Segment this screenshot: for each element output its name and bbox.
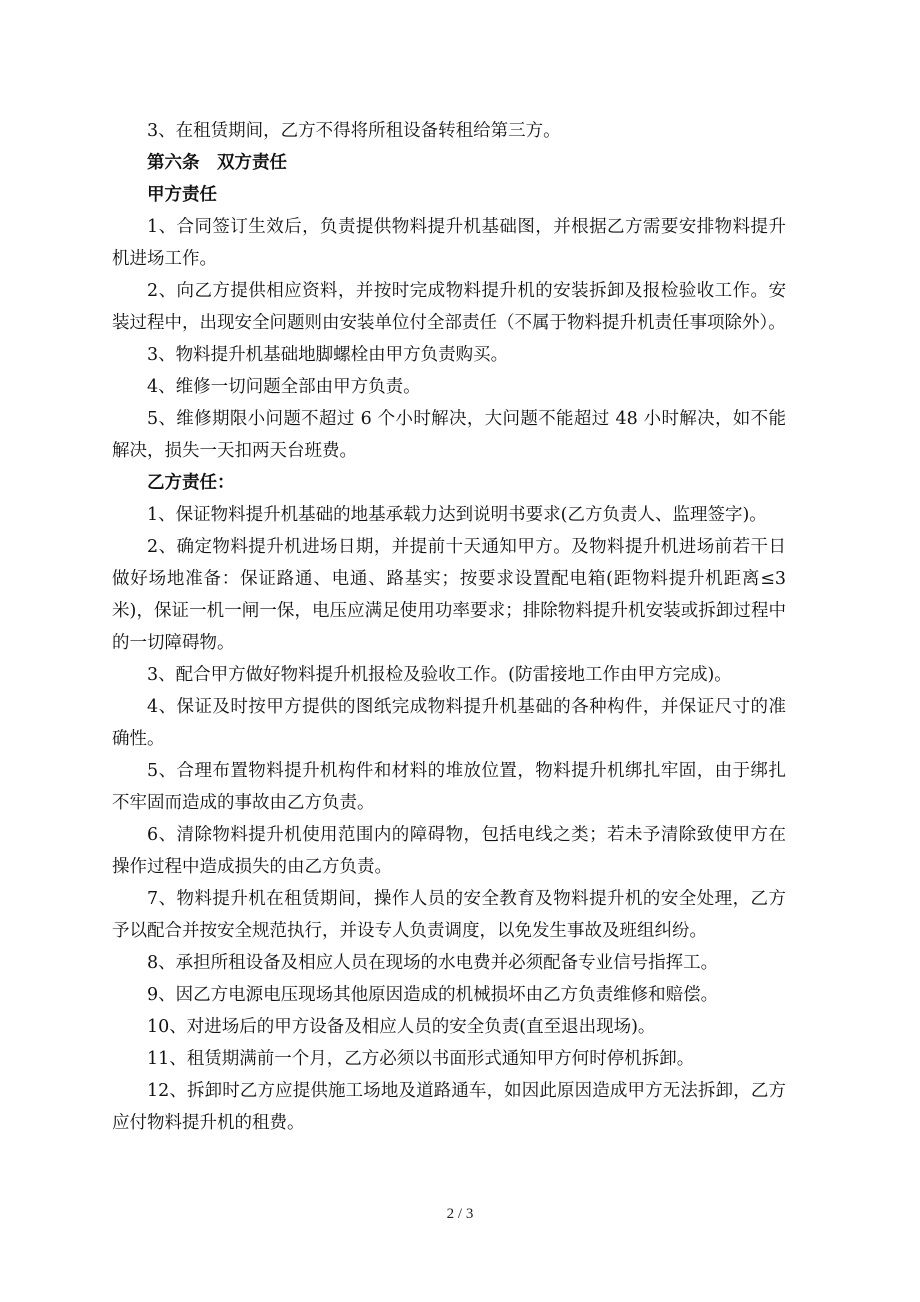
document-body	[112, 115, 786, 1139]
page-number: 2 / 3	[446, 1206, 474, 1222]
paragraph: 9、因乙方电源电压现场其他原因造成的机械损坏由乙方负责维修和赔偿。	[147, 985, 719, 1005]
paragraph: 3、在租赁期间，乙方不得将所租设备转租给第三方。	[147, 121, 561, 141]
paragraph: 6、清除物料提升机使用范围内的障碍物，包括电线之类；若未予清除致使甲方在操作过程中造成损失的由乙方负责。	[112, 825, 786, 877]
subsection-heading: 甲方责任	[147, 185, 217, 205]
paragraph: 2、确定物料提升机进场日期，并提前十天通知甲方。及物料提升机进场前若干日做好场地准备：保证路通、电通、路基实；按要求设置配电箱(距物料提升机距离≤3 米)，保证一机一闸一保，电压应满足使用功率要求；排除物料提升机安装或拆卸过程中的一切障碍物。	[112, 537, 786, 653]
paragraph: 1、合同签订生效后，负责提供物料提升机基础图，并根据乙方需要安排物料提升机进场工作。	[112, 217, 786, 269]
paragraph: 3、物料提升机基础地脚螺栓由甲方负责购买。	[147, 345, 509, 365]
paragraph: 3、配合甲方做好物料提升机报检及验收工作。(防雷接地工作由甲方完成)。	[147, 665, 732, 685]
paragraph: 5、合理布置物料提升机构件和材料的堆放位置，物料提升机绑扎牢固，由于绑扎不牢固而造成的事故由乙方负责。	[112, 761, 786, 813]
paragraph: 4、维修一切问题全部由甲方负责。	[147, 377, 421, 397]
paragraph: 1、保证物料提升机基础的地基承载力达到说明书要求(乙方负责人、监理签字)。	[147, 505, 767, 525]
subsection-heading: 乙方责任：	[147, 473, 235, 493]
section-heading: 第六条 双方责任	[147, 153, 287, 173]
paragraph: 5、维修期限小问题不超过 6 个小时解决，大问题不能超过 48 小时解决，如不能解决，损失一天扣两天台班费。	[112, 409, 786, 461]
paragraph: 2、向乙方提供相应资料，并按时完成物料提升机的安装拆卸及报检验收工作。安装过程中，出现安全问题则由安装单位付全部责任（不属于物料提升机责任事项除外）。	[112, 281, 786, 333]
paragraph: 12、拆卸时乙方应提供施工场地及道路通车，如因此原因造成甲方无法拆卸，乙方应付物料提升机的租费。	[112, 1081, 786, 1133]
paragraph: 4、保证及时按甲方提供的图纸完成物料提升机基础的各种构件，并保证尺寸的准确性。	[112, 697, 786, 749]
paragraph: 11、租赁期满前一个月，乙方必须以书面形式通知甲方何时停机拆卸。	[147, 1049, 695, 1069]
paragraph: 8、承担所租设备及相应人员在现场的水电费并必须配备专业信号指挥工。	[147, 953, 719, 973]
paragraph: 10、对进场后的甲方设备及相应人员的安全负责(直至退出现场)。	[147, 1017, 656, 1037]
paragraph: 7、物料提升机在租赁期间，操作人员的安全教育及物料提升机的安全处理，乙方予以配合并按安全规范执行，并设专人负责调度，以免发生事故及班组纠纷。	[112, 889, 786, 941]
